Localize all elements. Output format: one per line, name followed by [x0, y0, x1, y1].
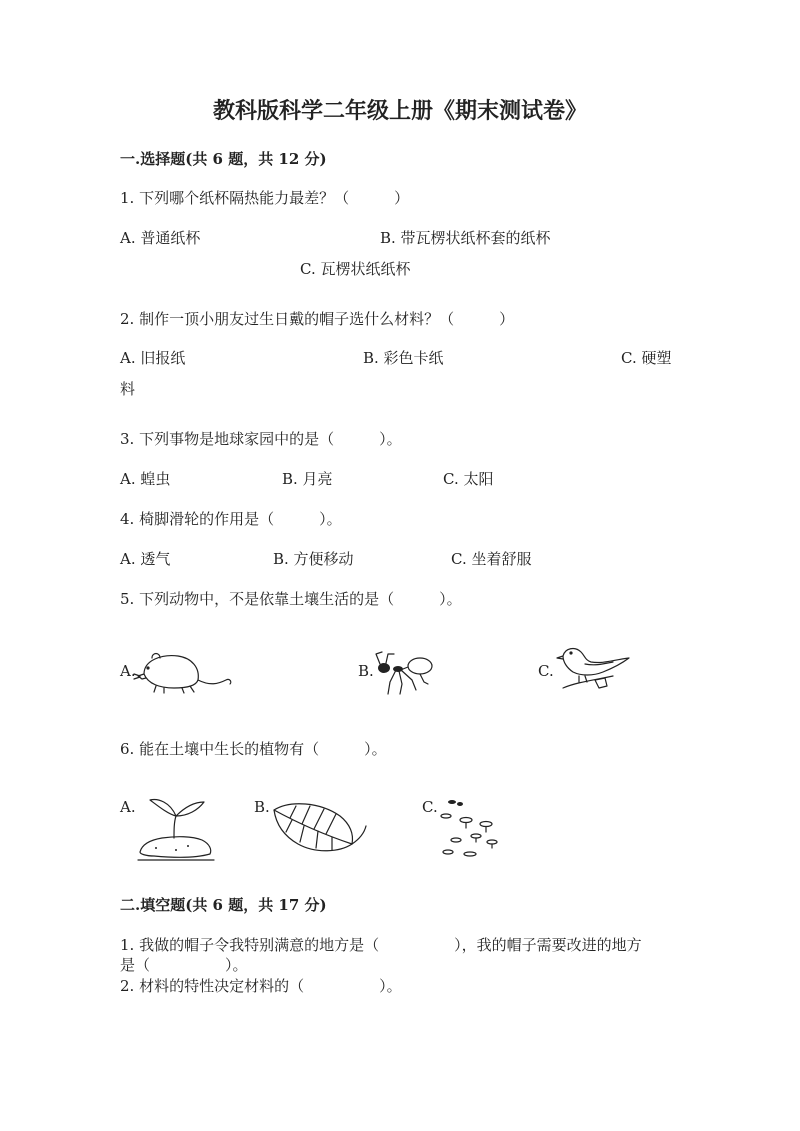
option-c: C. 瓦楞状纸纸杯	[300, 260, 411, 278]
option-a: A. 旧报纸	[120, 349, 186, 367]
mouse-icon	[134, 646, 234, 696]
question-stem: 3. 下列事物是地球家园中的是（ ）。	[120, 430, 402, 448]
option-b: B. 带瓦楞状纸杯套的纸杯	[380, 229, 551, 247]
question-stem: 2. 制作一顶小朋友过生日戴的帽子选什么材料？（ ）	[120, 310, 515, 328]
option-c-continued: 料	[120, 380, 136, 398]
option-c: C.	[422, 798, 438, 816]
option-a: A.	[120, 662, 136, 680]
fill-question-line: 是（ ）。	[120, 956, 248, 974]
option-a: A. 透气	[120, 550, 171, 568]
option-c: C.	[538, 662, 554, 680]
section-heading-choice: 一.选择题(共 6 题，共 12 分)	[120, 150, 327, 168]
question-stem: 4. 椅脚滑轮的作用是（ ）。	[120, 510, 342, 528]
option-b: B. 方便移动	[273, 550, 354, 568]
option-b: B.	[254, 798, 270, 816]
question-stem: 1. 下列哪个纸杯隔热能力最差？（ ）	[120, 189, 410, 207]
option-a: A. 蝗虫	[120, 470, 171, 488]
sprout-icon	[136, 794, 216, 864]
option-b: B. 彩色卡纸	[363, 349, 444, 367]
leaf-icon	[270, 798, 374, 860]
fill-question-line: 1. 我做的帽子令我特别满意的地方是（ ），我的帽子需要改进的地方	[120, 936, 642, 954]
duckweed-icon	[436, 796, 506, 862]
page-title: 教科版科学二年级上册《期末测试卷》	[212, 98, 587, 124]
option-b: B.	[358, 662, 374, 680]
question-stem: 6. 能在土壤中生长的植物有（ ）。	[120, 740, 387, 758]
option-a: A.	[120, 798, 136, 816]
ant-icon	[372, 650, 442, 698]
question-stem: 5. 下列动物中，不是依靠土壤生活的是（ ）。	[120, 590, 462, 608]
section-heading-fill-blank: 二.填空题(共 6 题，共 17 分)	[120, 896, 327, 914]
fill-question-line: 2. 材料的特性决定材料的（ ）。	[120, 977, 402, 995]
bird-icon	[555, 642, 635, 696]
option-b: B. 月亮	[282, 470, 333, 488]
option-a: A. 普通纸杯	[120, 229, 201, 247]
option-c: C. 太阳	[443, 470, 494, 488]
option-c: C. 硬塑	[621, 349, 672, 367]
option-c: C. 坐着舒服	[451, 550, 532, 568]
